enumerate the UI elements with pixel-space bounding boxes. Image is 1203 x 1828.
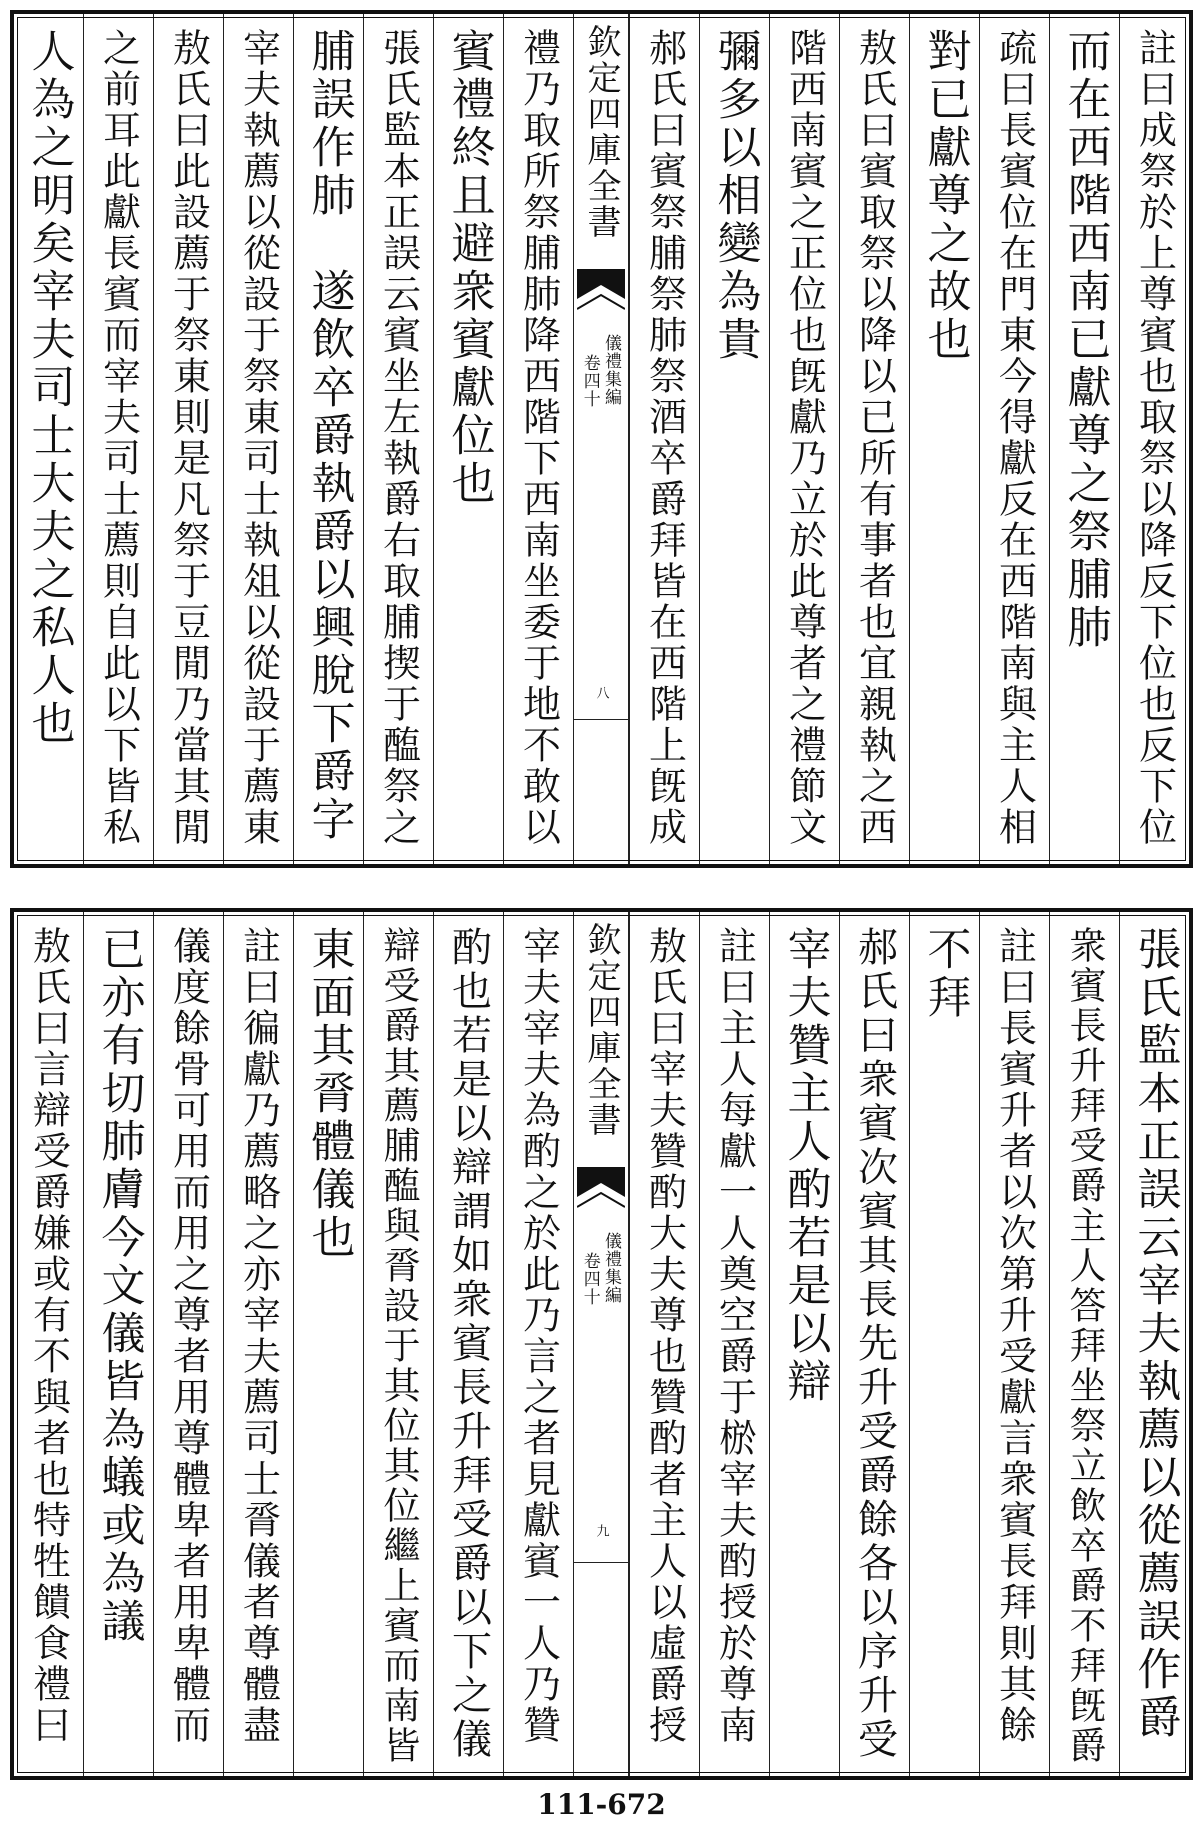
text-column: 郝氏曰賓祭脯祭肺祭酒卒爵拜皆在西階上旣成 bbox=[629, 14, 699, 864]
margin-rule bbox=[574, 1562, 628, 1563]
text-column: 衆賓長升拜受爵主人答拜坐祭立飲卒爵不拜旣爵 bbox=[1049, 912, 1119, 1776]
text-column: 宰夫宰夫為酌之於此乃言之者見獻賓一人乃贊 bbox=[503, 912, 573, 1776]
text-column: 敖氏曰此設薦于祭東則是凡祭于豆閒乃當其閒 bbox=[153, 14, 223, 864]
text-column: 東面其脀體儀也 bbox=[293, 912, 363, 1776]
text-column: 脯誤作肺 遂飲卒爵執爵以興脫下爵字 bbox=[293, 14, 363, 864]
text-column: 宰夫贊主人酌若是以辯 bbox=[769, 912, 839, 1776]
text-column: 人為之明矣宰夫司士大夫之私人也 bbox=[23, 28, 75, 748]
margin-rule bbox=[574, 719, 628, 720]
text-column: 而在西階西南已獻尊之祭脯肺 bbox=[1049, 14, 1119, 864]
text-column: 敖氏曰宰夫贊酌大夫尊也贊酌者主人以虛爵授 bbox=[629, 912, 699, 1776]
text-column: 之前耳此獻長賓而宰夫司士薦則自此以下皆私 bbox=[83, 14, 153, 864]
text-column: 酌也若是以辯謂如衆賓長升拜受爵以下之儀 bbox=[433, 912, 503, 1776]
text-column: 對已獻尊之故也 bbox=[909, 14, 979, 864]
text-column: 張氏監本正誤云宰夫執薦以從薦誤作爵 bbox=[1119, 912, 1189, 1776]
text-column: 註曰長賓升者以次第升受獻言衆賓長拜則其餘 bbox=[979, 912, 1049, 1776]
text-column: 張氏監本正誤云賓坐左執爵右取脯揳于醢祭之 bbox=[363, 14, 433, 864]
text-column: 註曰主人每獻一人奠空爵于棜宰夫酌授於尊南 bbox=[699, 912, 769, 1776]
running-title: 欽定四庫全書 bbox=[581, 922, 621, 1138]
book-name: 儀禮集編 bbox=[601, 334, 621, 406]
text-column: 階西南賓之正位也旣獻乃立於此尊者之禮節文 bbox=[769, 14, 839, 864]
fish-tail-ornament bbox=[577, 269, 625, 319]
text-column: 不拜 bbox=[909, 912, 979, 1776]
text-column: 賓禮終且避衆賓獻位也 bbox=[433, 14, 503, 864]
text-column: 敖氏曰賓取祭以降以已所有事者也宜親執之西 bbox=[839, 14, 909, 864]
text-column: 禮乃取所祭脯肺降西階下西南坐委于地不敢以 bbox=[503, 14, 573, 864]
text-column: 辯受爵其薦脯醢與脀設于其位其位繼上賓而南皆 bbox=[363, 912, 433, 1776]
text-column: 註曰成祭於上尊賓也取祭以降反下位也反下位 bbox=[1119, 14, 1189, 864]
text-column: 郝氏曰衆賓次賓其長先升受爵餘各以序升受 bbox=[839, 912, 909, 1776]
volume-number: 卷四十 bbox=[579, 1252, 600, 1306]
page-number: 八 bbox=[593, 686, 609, 699]
volume-number: 卷四十 bbox=[579, 354, 600, 408]
running-title: 欽定四庫全書 bbox=[581, 24, 621, 240]
page-number: 九 bbox=[593, 1524, 609, 1537]
text-column: 敖氏曰言辯受爵嫌或有不與者也特牲饋食禮曰 bbox=[26, 926, 71, 1746]
center-margin bbox=[573, 912, 629, 1776]
scan-page-number: 111-672 bbox=[537, 1788, 666, 1821]
text-column: 註曰徧獻乃薦略之亦宰夫薦司士脀儀者尊體盡 bbox=[223, 912, 293, 1776]
center-margin bbox=[573, 14, 629, 864]
book-name: 儀禮集編 bbox=[601, 1232, 621, 1304]
text-column: 彌多以相變為貴 bbox=[699, 14, 769, 864]
upper-page bbox=[10, 10, 1193, 868]
text-column: 儀度餘骨可用而用之尊者用尊體卑者用卑體而 bbox=[153, 912, 223, 1776]
text-column: 疏曰長賓位在門東今得獻反在西階南與主人相 bbox=[979, 14, 1049, 864]
lower-page bbox=[10, 908, 1193, 1780]
fish-tail-ornament bbox=[577, 1167, 625, 1217]
text-column: 已亦有切肺膚今文儀皆為蟻或為議 bbox=[83, 912, 153, 1776]
text-column: 宰夫執薦以從設于祭東司士執俎以從設于薦東 bbox=[223, 14, 293, 864]
